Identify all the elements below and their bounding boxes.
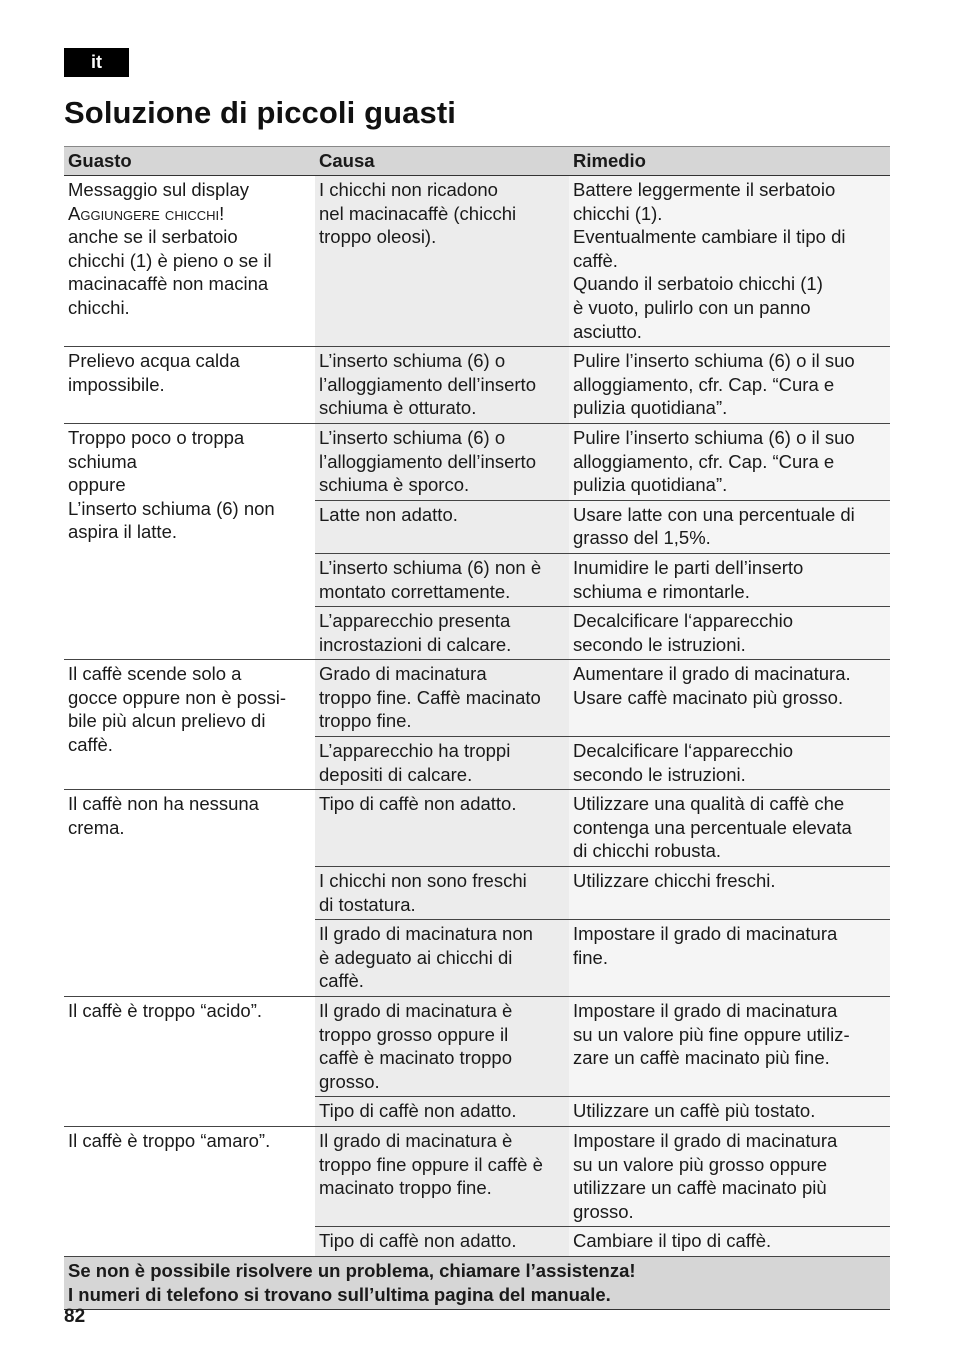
fault-cell — [64, 1126, 315, 1256]
remedy-text: Decalcificare l‘apparecchio — [573, 740, 794, 762]
header-rimedio: Rimedio — [569, 147, 890, 176]
remedy-text: fine. — [573, 946, 608, 968]
cause-text: troppo fine oppure il caffè è — [319, 1153, 543, 1175]
remedy-text: Usare caffè macinato più grosso. — [573, 686, 844, 708]
remedy-text: asciutto. — [573, 320, 642, 342]
fault-text: impossibile. — [68, 373, 165, 395]
remedy-cell — [569, 790, 890, 867]
remedy-text: Aumentare il grado di macinatura. — [573, 663, 851, 685]
fault-text: chicchi. — [68, 296, 130, 318]
remedy-text: pulizia quotidiana”. — [573, 397, 728, 419]
header-causa: Causa — [315, 147, 569, 176]
remedy-text: su un valore più fine oppure utiliz- — [573, 1023, 850, 1045]
cause-cell — [315, 997, 569, 1097]
remedy-text: Cambiare il tipo di caffè. — [573, 1230, 772, 1252]
cause-text: Tipo di caffè non adatto. — [319, 793, 517, 815]
page-number: 82 — [64, 1306, 86, 1327]
cause-text: nel macinacaffè (chicchi — [319, 202, 517, 224]
fault-text: macinacaffè non macina — [68, 273, 269, 295]
cause-text: L’inserto schiuma (6) o — [319, 350, 506, 372]
remedy-text: caffè. — [573, 249, 618, 271]
cause-cell — [315, 920, 569, 997]
remedy-cell — [569, 867, 890, 920]
cause-cell — [315, 790, 569, 867]
fault-text: aspira il latte. — [68, 521, 177, 543]
fault-cell — [64, 790, 315, 997]
remedy-text: utilizzare un caffè macinato più — [573, 1177, 827, 1199]
cause-text: L’apparecchio presenta — [319, 610, 511, 632]
remedy-text: schiuma e rimontarle. — [573, 580, 750, 602]
cause-text: L’apparecchio ha troppi — [319, 740, 511, 762]
remedy-cell — [569, 997, 890, 1097]
remedy-text: su un valore più grosso oppure — [573, 1153, 828, 1175]
cause-text: di tostatura. — [319, 893, 416, 915]
fault-text: gocce oppure non è possi- — [68, 686, 287, 708]
remedy-text: zare un caffè macinato più fine. — [573, 1047, 830, 1069]
cause-text: troppo oleosi). — [319, 226, 437, 248]
header-guasto: Guasto — [64, 147, 315, 176]
cause-text: grosso. — [319, 1070, 380, 1092]
cause-text: L’inserto schiuma (6) non è — [319, 556, 542, 578]
cause-text: Tipo di caffè non adatto. — [319, 1100, 517, 1122]
table-row — [64, 176, 890, 347]
remedy-text: Inumidire le parti dell’inserto — [573, 556, 804, 578]
remedy-cell — [569, 176, 890, 347]
cause-text: caffè. — [319, 970, 364, 992]
footer-line: Se non è possibile risolvere un problema, chiamare l’assistenza! — [68, 1259, 636, 1281]
remedy-text: pulizia quotidiana”. — [573, 474, 728, 496]
cause-cell — [315, 737, 569, 790]
fault-cell — [64, 997, 315, 1127]
fault-text: crema. — [68, 816, 125, 838]
fault-text: Il caffè non ha nessuna — [68, 793, 259, 815]
cause-text: l’alloggiamento dell’inserto — [319, 373, 536, 395]
remedy-text: Battere leggermente il serbatoio — [573, 179, 836, 200]
cause-text: Tipo di caffè non adatto. — [319, 1230, 517, 1252]
remedy-text: Eventualmente cambiare il tipo di — [573, 226, 846, 248]
cause-text: schiuma è otturato. — [319, 397, 477, 419]
fault-text: oppure — [68, 474, 126, 496]
cause-text: I chicchi non sono freschi — [319, 870, 527, 892]
fault-cell — [64, 660, 315, 790]
cause-cell — [315, 1126, 569, 1226]
remedy-text: secondo le istruzioni. — [573, 763, 746, 785]
remedy-text: secondo le istruzioni. — [573, 633, 746, 655]
cause-text: troppo fine. — [319, 710, 412, 732]
cause-cell — [315, 500, 569, 553]
remedy-text: alloggiamento, cfr. Cap. “Cura e — [573, 450, 835, 472]
cause-text: l’alloggiamento dell’inserto — [319, 450, 536, 472]
page-title: Soluzione di piccoli guasti — [64, 95, 456, 130]
remedy-cell — [569, 347, 890, 424]
fault-cell — [64, 176, 315, 347]
cause-text: Il grado di macinatura è — [319, 1000, 513, 1021]
cause-cell — [315, 1097, 569, 1127]
troubleshooting-table — [64, 146, 890, 1310]
remedy-cell — [569, 920, 890, 997]
remedy-text: Usare latte con una percentuale di — [573, 503, 855, 525]
table-row — [64, 423, 890, 500]
cause-text: L’inserto schiuma (6) o — [319, 426, 506, 448]
remedy-text: Utilizzare un caffè più tostato. — [573, 1100, 816, 1122]
remedy-text: chicchi (1). — [573, 202, 663, 224]
fault-text: Messaggio sul display — [68, 179, 249, 200]
cause-cell — [315, 867, 569, 920]
remedy-cell — [569, 660, 890, 737]
table-header-row — [64, 147, 890, 176]
remedy-cell — [569, 423, 890, 500]
cause-text: Il grado di macinatura non — [319, 923, 533, 945]
footer-line: I numeri di telefono si trovano sull’ultima pagina del manuale. — [68, 1283, 611, 1305]
remedy-text: Quando il serbatoio chicchi (1) — [573, 273, 823, 295]
remedy-cell — [569, 1227, 890, 1257]
language-tab: it — [64, 48, 129, 77]
fault-text: Il caffè scende solo a — [68, 663, 242, 685]
cause-text: incrostazioni di calcare. — [319, 633, 512, 655]
cause-text: troppo fine. Caffè macinato — [319, 686, 541, 708]
remedy-text: Decalcificare l‘apparecchio — [573, 610, 794, 632]
cause-text: Grado di macinatura — [319, 663, 487, 685]
remedy-text: di chicchi robusta. — [573, 840, 722, 862]
cause-cell — [315, 423, 569, 500]
fault-text: chicchi (1) è pieno o se il — [68, 249, 272, 271]
remedy-text: grasso del 1,5%. — [573, 527, 711, 549]
remedy-text: Utilizzare una qualità di caffè che — [573, 793, 845, 815]
table-row — [64, 660, 890, 737]
fault-text: bile più alcun prelievo di — [68, 710, 266, 732]
fault-text: anche se il serbatoio — [68, 226, 238, 248]
table-row — [64, 997, 890, 1097]
remedy-text: Utilizzare chicchi freschi. — [573, 870, 776, 892]
remedy-cell — [569, 500, 890, 553]
cause-cell — [315, 607, 569, 660]
fault-cell — [64, 347, 315, 424]
remedy-text: è vuoto, pulirlo con un panno — [573, 296, 811, 318]
table-row — [64, 1126, 890, 1226]
remedy-text: Impostare il grado di macinatura — [573, 1129, 838, 1151]
fault-text: Prelievo acqua calda — [68, 350, 240, 372]
fault-text: L’inserto schiuma (6) non — [68, 497, 275, 519]
fault-text: Aggiungere chicchi! — [68, 202, 225, 224]
cause-text: depositi di calcare. — [319, 763, 473, 785]
remedy-cell — [569, 1097, 890, 1127]
cause-text: è adeguato ai chicchi di — [319, 946, 513, 968]
remedy-text: Impostare il grado di macinatura — [573, 923, 838, 945]
fault-cell — [64, 423, 315, 659]
cause-text: macinato troppo fine. — [319, 1177, 492, 1199]
fault-text: Troppo poco o troppa — [68, 426, 245, 448]
remedy-text: grosso. — [573, 1200, 634, 1222]
cause-cell — [315, 347, 569, 424]
cause-cell — [315, 176, 569, 347]
cause-text: troppo grosso oppure il — [319, 1023, 509, 1045]
remedy-text: Pulire l’inserto schiuma (6) o il suo — [573, 426, 855, 448]
remedy-cell — [569, 737, 890, 790]
cause-cell — [315, 553, 569, 606]
footer-row — [64, 1256, 890, 1309]
remedy-text: Pulire l’inserto schiuma (6) o il suo — [573, 350, 855, 372]
cause-text: Il grado di macinatura è — [319, 1129, 513, 1151]
remedy-text: alloggiamento, cfr. Cap. “Cura e — [573, 373, 835, 395]
table-body — [64, 176, 890, 1257]
table-row — [64, 790, 890, 867]
fault-text: Il caffè è troppo “acido”. — [68, 1000, 263, 1021]
fault-text: schiuma — [68, 450, 137, 472]
remedy-cell — [569, 607, 890, 660]
fault-text: caffè. — [68, 734, 113, 756]
footer-note — [64, 1256, 890, 1309]
cause-text: Latte non adatto. — [319, 503, 458, 525]
cause-cell — [315, 660, 569, 737]
cause-text: montato correttamente. — [319, 580, 511, 602]
cause-text: I chicchi non ricadono — [319, 179, 498, 200]
remedy-cell — [569, 1126, 890, 1226]
table-row — [64, 347, 890, 424]
fault-text: Il caffè è troppo “amaro”. — [68, 1129, 271, 1151]
cause-cell — [315, 1227, 569, 1257]
cause-text: schiuma è sporco. — [319, 474, 470, 496]
remedy-text: Impostare il grado di macinatura — [573, 1000, 838, 1021]
cause-text: caffè è macinato troppo — [319, 1047, 513, 1069]
remedy-cell — [569, 553, 890, 606]
remedy-text: contenga una percentuale elevata — [573, 816, 852, 838]
